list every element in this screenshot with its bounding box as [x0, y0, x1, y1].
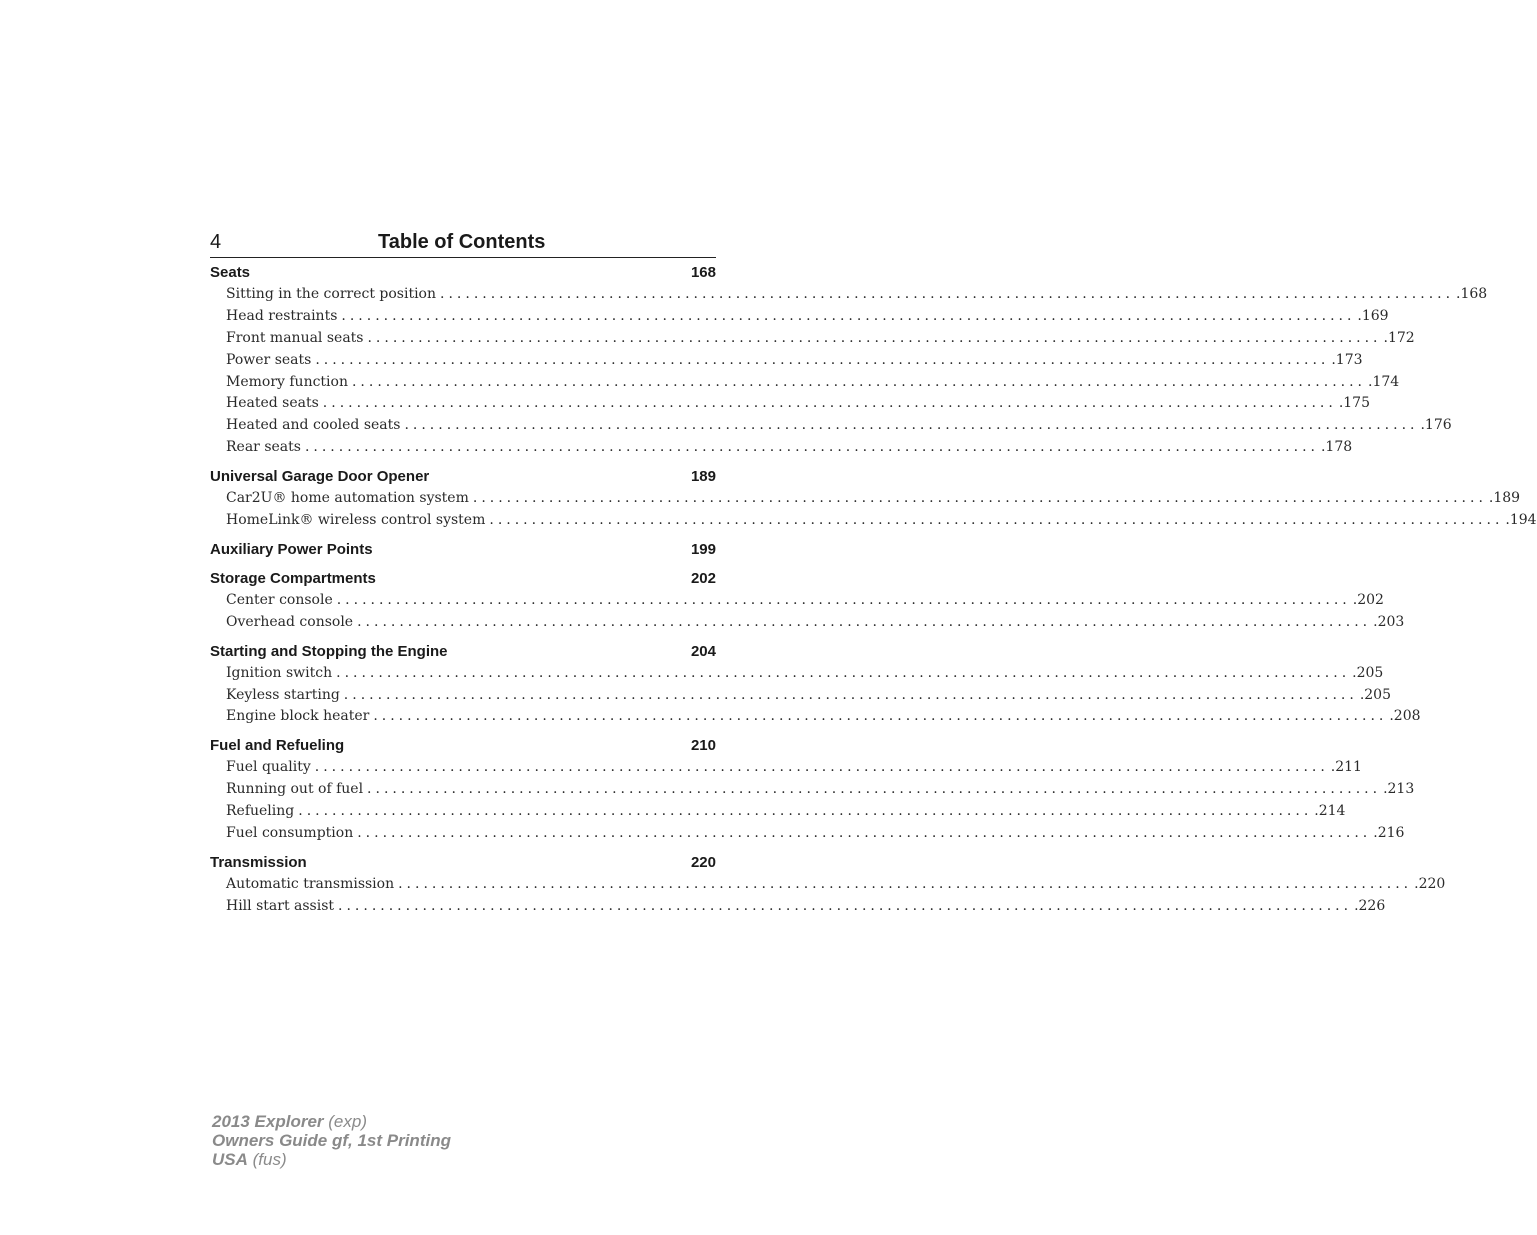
section-title: Universal Garage Door Opener: [210, 468, 430, 486]
dot-leader: ........................................................................................................................: [489, 512, 1504, 529]
footer-line-3: USA (fus): [212, 1150, 287, 1169]
section-title: Storage Compartments: [210, 569, 376, 587]
entry-page-number: .214: [1314, 803, 1346, 820]
section-title: Starting and Stopping the Engine: [210, 642, 448, 660]
section-title: Auxiliary Power Points: [210, 540, 373, 558]
toc-entry[interactable]: [210, 350, 1363, 372]
entry-page-number: .194: [1505, 512, 1537, 529]
entry-page-number: .216: [1373, 825, 1405, 842]
entry-label: Keyless starting: [226, 686, 340, 703]
toc-section-heading[interactable]: [210, 641, 716, 663]
entry-label: Memory function: [226, 373, 348, 390]
section-page-number: 189: [690, 468, 716, 486]
toc-section: [210, 641, 1421, 729]
toc-section-heading[interactable]: [210, 539, 716, 561]
toc-entry[interactable]: [210, 706, 1421, 728]
entry-label: Automatic transmission: [226, 875, 395, 892]
section-page-number: 210: [690, 737, 716, 755]
dot-leader: ........................................................................................................................: [367, 781, 1382, 798]
entry-page-number: .189: [1488, 490, 1521, 507]
section-page-number: 202: [690, 569, 716, 587]
toc-entry[interactable]: [210, 823, 1405, 845]
toc-entry[interactable]: [210, 801, 1346, 823]
entry-page-number: .174: [1368, 373, 1400, 390]
entry-label: HomeLink® wireless control system: [226, 512, 486, 529]
table-of-contents: [210, 262, 1537, 925]
entry-page-number: .203: [1373, 613, 1405, 630]
entry-label: Rear seats: [226, 439, 301, 456]
toc-entry[interactable]: [210, 779, 1415, 801]
toc-section: [210, 568, 1405, 634]
dot-leader: ........................................................................................................................: [338, 897, 1353, 914]
toc-section-heading[interactable]: [210, 735, 716, 757]
entry-label: Engine block heater: [226, 708, 370, 725]
toc-entry[interactable]: [210, 590, 1384, 612]
dot-leader: ........................................................................................................................: [351, 373, 1367, 390]
section-title: Seats: [210, 264, 251, 281]
toc-section-heading[interactable]: [210, 568, 716, 590]
entry-label: Power seats: [226, 351, 312, 368]
toc-entry[interactable]: [210, 393, 1370, 415]
entry-page-number: .205: [1352, 664, 1384, 681]
entry-page-number: .211: [1330, 759, 1362, 776]
toc-section: [210, 852, 1446, 918]
entry-page-number: .175: [1338, 395, 1370, 412]
footer: [212, 1112, 451, 1169]
section-page-number: 199: [690, 540, 716, 558]
entry-label: Front manual seats: [226, 329, 364, 346]
entry-page-number: .168: [1456, 286, 1488, 302]
toc-section-heading[interactable]: [210, 852, 716, 874]
entry-page-number: .173: [1331, 351, 1363, 368]
entry-page-number: .220: [1414, 875, 1446, 892]
entry-page-number: .208: [1389, 708, 1421, 725]
footer-line-1: 2013 Explorer (exp): [212, 1112, 367, 1131]
dot-leader: ........................................................................................................................: [404, 417, 1419, 434]
toc-entry[interactable]: [210, 328, 1415, 350]
entry-label: Fuel quality: [226, 759, 311, 776]
entry-label: Overhead console: [226, 613, 354, 630]
dot-leader: ........................................................................................................................: [315, 351, 1330, 368]
toc-section-heading[interactable]: [210, 466, 716, 488]
toc-entry[interactable]: [210, 896, 1386, 918]
dot-leader: ........................................................................................................................: [440, 286, 1455, 302]
dot-leader: ........................................................................................................................: [322, 395, 1337, 412]
toc-entry[interactable]: [210, 284, 1488, 306]
entry-page-number: .169: [1357, 307, 1389, 324]
dot-leader: ........................................................................................................................: [472, 490, 1487, 507]
toc-entry[interactable]: [210, 306, 1389, 328]
dot-leader: ........................................................................................................................: [373, 708, 1388, 725]
toc-entry[interactable]: [210, 874, 1446, 896]
entry-label: Fuel consumption: [226, 825, 354, 842]
dot-leader: ........................................................................................................................: [336, 591, 1351, 608]
entry-label: Heated seats: [226, 395, 319, 412]
toc-entry[interactable]: [210, 437, 1353, 459]
page-header: [210, 229, 716, 258]
dot-leader: ........................................................................................................................: [357, 825, 1372, 842]
toc-entry[interactable]: [210, 757, 1362, 779]
toc-section: [210, 735, 1415, 845]
dot-leader: ........................................................................................................................: [341, 307, 1356, 324]
section-title: Transmission: [210, 853, 307, 871]
entry-label: Ignition switch: [226, 664, 333, 681]
entry-page-number: .226: [1354, 897, 1386, 914]
section-page-number: 220: [690, 853, 716, 871]
page-title: Table of Contents: [378, 231, 546, 253]
entry-page-number: .205: [1359, 686, 1391, 703]
dot-leader: ........................................................................................................................: [314, 759, 1329, 776]
dot-leader: ........................................................................................................................: [357, 613, 1372, 630]
dot-leader: ........................................................................................................................: [298, 803, 1313, 820]
toc-entry[interactable]: [210, 612, 1405, 634]
section-page-number: 204: [690, 642, 716, 660]
entry-label: Running out of fuel: [226, 781, 364, 798]
toc-entry[interactable]: [210, 685, 1391, 707]
page-number: 4: [210, 231, 222, 253]
dot-leader: ........................................................................................................................: [304, 439, 1319, 456]
entry-label: Car2U® home automation system: [226, 490, 469, 507]
entry-label: Heated and cooled seats: [226, 417, 401, 434]
toc-section: [210, 262, 1488, 459]
toc-section: [210, 466, 1537, 532]
dot-leader: ........................................................................................................................: [398, 875, 1413, 892]
toc-entry[interactable]: [210, 488, 1521, 510]
toc-section: [210, 539, 716, 561]
entry-label: Refueling: [226, 803, 295, 820]
section-page-number: 168: [690, 264, 716, 281]
entry-label: Sitting in the correct position: [226, 286, 437, 302]
dot-leader: ........................................................................................................................: [336, 664, 1351, 681]
toc-entry[interactable]: [210, 510, 1537, 532]
entry-page-number: .176: [1420, 417, 1452, 434]
entry-label: Center console: [226, 591, 333, 608]
entry-label: Head restraints: [226, 307, 338, 324]
dot-leader: ........................................................................................................................: [367, 329, 1382, 346]
toc-entry[interactable]: [210, 415, 1452, 437]
dot-leader: ........................................................................................................................: [343, 686, 1358, 703]
toc-entry[interactable]: [210, 663, 1384, 685]
section-title: Fuel and Refueling: [210, 737, 345, 755]
entry-page-number: .202: [1352, 591, 1384, 608]
entry-page-number: .172: [1383, 329, 1415, 346]
toc-entry[interactable]: [210, 372, 1400, 394]
entry-page-number: .178: [1320, 439, 1353, 456]
entry-page-number: .213: [1383, 781, 1415, 798]
footer-line-2: Owners Guide gf, 1st Printing: [212, 1131, 451, 1150]
toc-section-heading[interactable]: [210, 262, 716, 284]
entry-label: Hill start assist: [226, 897, 335, 914]
